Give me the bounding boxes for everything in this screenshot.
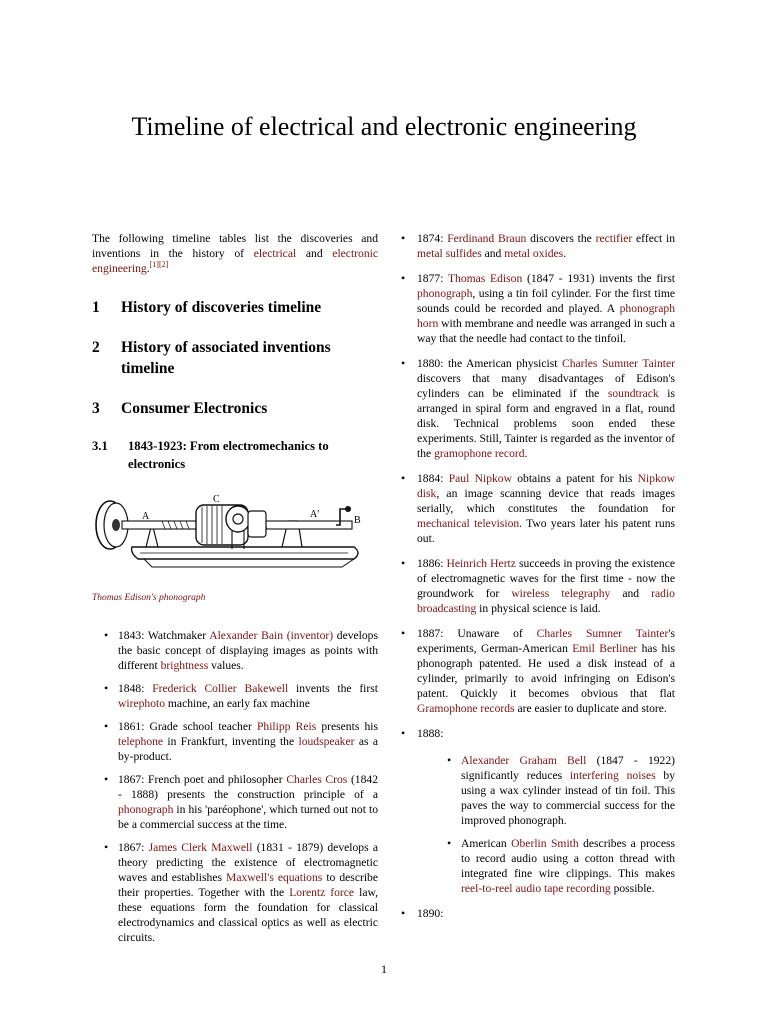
- subsection-heading-3-1: 3.1 1843-1923: From electromechanics to electronics: [92, 439, 329, 471]
- list-item-1888: • 1888: • Alexander Graham Bell (1847 - 1922) significantly reduces interfering noises by using a wax cylinder instead of tin foil. This paves the way to commercial success for the improved phonograph. • American Oberlin Smith describes a process to record audio using a cotton thread with integrated fine wire clippings. This makes reel-to-reel audio tape recording possible.: [401, 726, 675, 896]
- intro-paragraph: The following timeline tables list the discoveries and inventions in the history of electrical and electronic engineering.[1][2]: [92, 232, 378, 275]
- list-item: • 1874: Ferdinand Braun discovers the rectifier effect in metal sulfides and metal oxides.: [401, 231, 675, 261]
- list-item: • 1867: James Clerk Maxwell (1831 - 1879) develops a theory predicting the existence of electromagnetic waves and establishes Maxwell's equations to describe their properties. Together with the Lorentz force law, these equations form the foundation for classical electrodynamics and classical optics as well as electric circuits.: [118, 840, 378, 945]
- section-heading-3: 3 Consumer Electronics: [92, 400, 268, 417]
- section-heading-1: 1 History of discoveries timeline: [92, 299, 322, 316]
- list-item: • 1867: French poet and philosopher Charles Cros (1842 - 1888) presents the construction principle of a phonograph in his 'paréophone', which turned out not to be a commercial success at the time.: [118, 772, 378, 832]
- figure-label-c: C: [213, 494, 220, 505]
- figure-label-a: A: [142, 511, 150, 522]
- list-item: • 1887: Unaware of Charles Sumner Tainter's experiments, German-American Emil Berliner has his phonograph patented. He used a disk instead of a cylinder, primarily to avoid infringing on Edison's patent. Quickly it becomes obvious that flat Gramophone records are easier to duplicate and store.: [401, 626, 675, 716]
- reference-links[interactable]: [1][2]: [149, 260, 169, 270]
- nested-list-1888: [447, 753, 675, 896]
- right-timeline-list: [401, 231, 675, 921]
- list-item: • American Oberlin Smith describes a process to record audio using a cotton thread with integrated fine wire clippings. This makes reel-to-reel audio tape recording possible.: [447, 836, 675, 896]
- page-number: 1: [381, 962, 387, 976]
- phonograph-figure: [92, 493, 378, 606]
- list-item: • 1848: Frederick Collier Bakewell invents the first wirephoto machine, an early fax machine: [118, 681, 378, 711]
- figure-label-b: B: [354, 515, 361, 526]
- left-column: [92, 231, 378, 945]
- link-electronic-engineering[interactable]: electronic engineering: [92, 247, 378, 275]
- list-item: • 1880: the American physicist Charles Sumner Tainter discovers that many disadvantages of Edison's cylinders can be eliminated if the soundtrack is arranged in spiral form and engraved in a flat, round disk. Technical problems soon ended these experiments. Still, Tainter is regarded as the inventor of the gramophone record.: [401, 356, 675, 461]
- list-item: • 1884: Paul Nipkow obtains a patent for his Nipkow disk, an image scanning device that reads images serially, which constitutes the foundation for mechanical television. Two years later his patent runs out.: [401, 471, 675, 546]
- link-electrical[interactable]: electrical: [253, 247, 297, 260]
- list-item: • 1877: Thomas Edison (1847 - 1931) invents the first phonograph, using a tin foil cylinder. For the first time sounds could be recorded and played. A phonograph horn with membrane and needle was arranged in such a way that the needle had contact to the tinfoil.: [401, 271, 675, 346]
- phonograph-illustration: [92, 493, 364, 575]
- list-item: • 1861: Grade school teacher Philipp Reis presents his telephone in Frankfurt, inventing the loudspeaker as a by-product.: [118, 719, 378, 764]
- list-item: • Alexander Graham Bell (1847 - 1922) significantly reduces interfering noises by using a wax cylinder instead of tin foil. This paves the way to commercial success for the improved phonograph.: [447, 753, 675, 828]
- figure-label-a-prime: A': [310, 509, 320, 520]
- section-heading-2: 2 History of associated inventions timeline: [92, 339, 331, 377]
- figure-caption: Thomas Edison's phonograph: [92, 593, 206, 603]
- list-item-1890: • 1890:: [401, 906, 675, 921]
- right-column: [401, 231, 675, 921]
- left-timeline-list: [118, 628, 378, 945]
- list-item: • 1843: Watchmaker Alexander Bain (inventor) develops the basic concept of displaying images as points with different brightness values.: [118, 628, 378, 673]
- list-item: • 1886: Heinrich Hertz succeeds in proving the existence of electromagnetic waves for the first time - now the groundwork for wireless telegraphy and radio broadcasting in physical science is laid.: [401, 556, 675, 616]
- page-title: Timeline of electrical and electronic engineering: [131, 112, 637, 141]
